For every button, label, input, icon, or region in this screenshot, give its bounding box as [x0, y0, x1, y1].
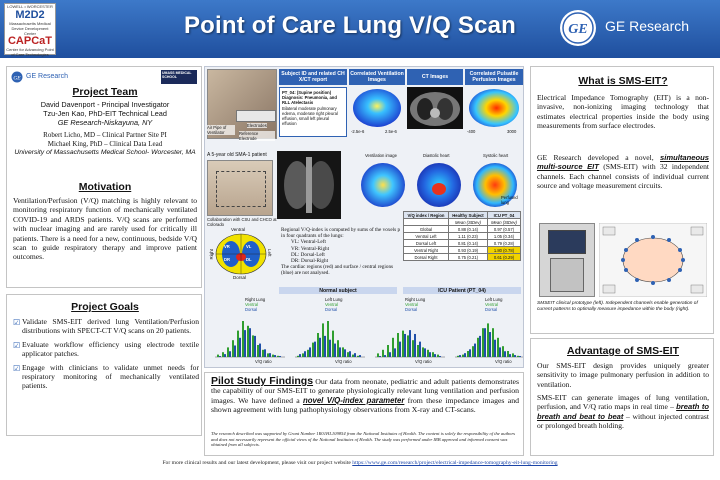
team-member-4: Michael King, PhD – Clinical Data Lead	[47, 139, 163, 148]
hist-bar-ventral	[422, 347, 424, 357]
hist-bar-dorsal	[494, 340, 496, 357]
vq-item-3: DL: Dorsal-Left	[291, 251, 325, 258]
motivation-text: Ventilation/Perfusion (V/Q) matching is highly relevant to monitoring respiratory function of mechanically ventilated COVID-19 and ARDS patients. V/Q scans are performed with nuclear imaging and are rarely used for critically ill patients. There is a need for a new, continuous, bedside V/Q scan to guide respiratory therapy and improve patient outcomes.	[13, 196, 197, 262]
table-cell: 1.11 (0.23)	[448, 233, 487, 240]
hist-bar-ventral	[262, 350, 264, 357]
table-cell: 0.79 (0.28)	[487, 240, 520, 247]
table-cell-highlight: 1.80 (0.78)	[487, 247, 520, 254]
advantage-panel	[530, 338, 714, 456]
hist-bar-dorsal	[424, 348, 426, 357]
systolic-label: Systolic heart	[483, 153, 509, 158]
hist-bar-dorsal	[489, 332, 491, 357]
hist-bar-dorsal	[479, 336, 481, 357]
hist-bar-dorsal	[509, 354, 511, 357]
hist-bar-ventral	[512, 353, 514, 357]
device-cabinet	[550, 258, 584, 292]
quad-left-label: Left	[267, 249, 272, 257]
poster-title: Point of Care Lung V/Q Scan	[183, 12, 517, 39]
hist-bar-ventral	[427, 350, 429, 357]
hist-legend-left-2: Left Lung Ventral Dorsal	[485, 297, 503, 312]
quad-ventral-label: Ventral	[231, 227, 246, 232]
hist-bar-ventral	[237, 331, 239, 357]
hist-bar-ventral	[257, 345, 259, 357]
ct-header: CT Images	[407, 69, 463, 85]
hist-bar-ventral	[432, 352, 434, 357]
hist-legend-left-1: Left Lung Ventral Dorsal	[325, 297, 343, 312]
goals-list	[13, 317, 199, 391]
hist-bar-dorsal	[314, 342, 316, 357]
vent-scale-max: 2.5e-6	[385, 129, 397, 134]
footer-text: For more clinical results and our latest development, please visit our project website	[162, 460, 353, 466]
hist-bar-ventral	[322, 323, 324, 357]
table-cell: Dorsal Left	[404, 240, 449, 247]
hist-bar-dorsal	[309, 347, 311, 357]
hist-bar-dorsal	[244, 330, 246, 357]
goal-item-2: ☑ Evaluate workflow efficiency using electrode textile applicator patches.	[13, 339, 199, 359]
quad-right-label: Right	[209, 249, 214, 260]
hist-bar-dorsal	[389, 352, 391, 357]
ventilation-image-label: Ventilation image	[365, 153, 397, 158]
hist-bar-ventral	[392, 338, 394, 357]
patient-label: A 5-year old SMA-1 patient	[207, 152, 267, 158]
xray-image	[277, 151, 341, 219]
hist-bar-ventral	[242, 321, 244, 357]
hist-bar-ventral	[472, 346, 474, 357]
hist-bar-dorsal	[414, 334, 416, 357]
hist-bar-dorsal	[254, 336, 256, 357]
hist-bar-dorsal	[354, 353, 356, 357]
ge-research-header-label: GE Research	[605, 18, 690, 34]
hist-bar-dorsal	[234, 345, 236, 357]
hist-bar-ventral	[302, 353, 304, 357]
hist-bar-dorsal	[474, 344, 476, 357]
perfused-lung-label: Perfused lung	[501, 195, 518, 205]
team-member-3: Robert Licho, MD – Clinical Partner Site PI	[43, 131, 167, 139]
hist-xlabel-2: V/Q ratio	[335, 359, 352, 364]
footer	[0, 460, 720, 466]
ventilation-header: Correlated Ventilation Images	[350, 71, 404, 83]
table-subheader	[404, 219, 449, 226]
hist-bar-dorsal	[219, 356, 221, 357]
hist-bar-dorsal	[384, 355, 386, 357]
what-is-text: Electrical Impedance Tomography (EIT) is a non-invasive, non-ionizing imaging technology that estimates electrical properties inside the body using measurements from surface electrodes.	[537, 93, 709, 131]
hist-bar-dorsal	[344, 349, 346, 357]
reference-electrode-label: Reference Electrode	[239, 131, 275, 141]
hist-bar-ventral	[397, 333, 399, 357]
collab-label: Collaboration with CSU and CHCO at Colorado	[207, 217, 277, 227]
device-screen	[548, 230, 586, 254]
results-figure	[204, 66, 524, 368]
table-cell: Ventral Left	[404, 233, 449, 240]
checkbox-icon: ☑	[13, 318, 21, 327]
vq-intro: Regional V/Q-index is computed by sums of the voxels p in four quadrants of the lungs:	[281, 227, 401, 240]
table-cell: 1.05 (0.34)	[487, 233, 520, 240]
table-cell: Ventral Right	[404, 247, 449, 254]
quadrant-diagram	[215, 233, 267, 275]
project-website-link[interactable]: https://www.ge.com/research/project/electrical-impedance-tomography-eit-lung-monitoring	[352, 460, 558, 466]
hist-bar-dorsal	[349, 351, 351, 357]
hist-bar-ventral	[462, 355, 464, 357]
table-header: ICU PT_04	[487, 212, 520, 219]
hist-bar-ventral	[312, 343, 314, 357]
hist-bar-dorsal	[264, 349, 266, 357]
hist-bar-ventral	[437, 355, 439, 357]
checkbox-icon: ☑	[13, 340, 21, 350]
table-subheader-row	[404, 219, 521, 226]
hist-bar-dorsal	[224, 354, 226, 357]
patient-report-box	[279, 87, 347, 137]
sma-patient-photo	[207, 160, 273, 216]
table-row	[404, 233, 521, 240]
goal-item-1: ☑ Validate SMS-EIT derived lung Ventilation/Perfusion distributions with SPECT-CT V/Q scans on 20 patients.	[13, 317, 199, 336]
hist-bar-ventral	[332, 331, 334, 357]
electrode-belt	[236, 110, 276, 122]
hist-bar-ventral	[357, 356, 359, 357]
hist-bar-dorsal	[279, 356, 281, 357]
hist-bar-dorsal	[514, 355, 516, 357]
hist-bar-dorsal	[324, 336, 326, 357]
table-subheader: Mean (StDev)	[448, 219, 487, 226]
hist-bar-dorsal	[259, 344, 261, 357]
perf-scale-min: -400	[467, 129, 476, 134]
hist-bar-dorsal	[469, 349, 471, 357]
vq-item-2: VR: Ventral-Right	[291, 245, 330, 252]
team-affiliation-umass: University of Massachusetts Medical School- Worcester, MA	[14, 148, 196, 156]
hist-bar-dorsal	[409, 330, 411, 357]
hist-bar-ventral	[352, 355, 354, 357]
table-row	[404, 226, 521, 233]
hist-bar-dorsal	[319, 338, 321, 357]
left-top-panel	[6, 66, 202, 288]
hist-bar-ventral	[382, 350, 384, 357]
pilot-study-panel	[204, 372, 524, 456]
project-goals-title: Project Goals	[71, 301, 139, 313]
logo-line2: Massachusetts Medical Device Development Center	[9, 21, 51, 36]
hist-bar-ventral	[487, 323, 489, 357]
hist-bar-ventral	[482, 328, 484, 357]
hist-bar-dorsal	[419, 342, 421, 357]
hist-bar-ventral	[477, 338, 479, 357]
hist-bar-dorsal	[359, 355, 361, 357]
table-header: Healthy Subject	[448, 212, 487, 219]
table-cell: 0.81 (0.14)	[448, 240, 487, 247]
hist-bar-ventral	[307, 350, 309, 357]
hist-bar-ventral	[327, 321, 329, 357]
advantage-title: Advantage of SMS-EIT	[566, 345, 679, 357]
hist-bar-dorsal	[239, 338, 241, 357]
svg-text:GE: GE	[13, 75, 21, 82]
ge-small-logo-icon	[11, 71, 23, 83]
logo-capcat: CAPCaT	[7, 35, 52, 47]
hist-bar-dorsal	[464, 353, 466, 357]
report-line2: Diagnosis: Pneumonia, and RLL Atelectasis	[282, 95, 337, 105]
hist-bar-ventral	[277, 356, 279, 357]
ge-logo-icon	[558, 8, 598, 48]
hist-bar-dorsal	[399, 342, 401, 357]
hist-bar-ventral	[317, 333, 319, 357]
hist-bar-ventral	[227, 347, 229, 357]
subject-id-header: Subject ID and related CH X/CT report	[279, 69, 347, 85]
hist-bar-ventral	[217, 355, 219, 357]
advantage-text: Our SMS-EIT design provides uniquely greater sensitivity to image pulmonary perfusion in addition to ventilation.	[537, 361, 709, 389]
hist-bar-dorsal	[499, 347, 501, 357]
hist-normal-title: Normal subject	[279, 287, 397, 294]
hist-bar-ventral	[247, 326, 249, 357]
svg-text:GE: GE	[568, 22, 588, 37]
team-member-2: Tzu-Jen Kao, PhD-EIT Technical Lead	[43, 109, 167, 119]
electrodes-label: Electrodes	[247, 123, 267, 128]
logo-m2d2: M2D2	[15, 9, 45, 21]
hist-xlabel-3: V/Q ratio	[415, 359, 432, 364]
vq-index-table	[403, 211, 521, 261]
hist-bar-ventral	[407, 335, 409, 357]
hist-bar-ventral	[337, 340, 339, 357]
perfusion-image	[465, 87, 523, 129]
hist-bar-ventral	[507, 351, 509, 357]
what-is-title: What is SMS-EIT?	[578, 75, 668, 87]
table-row	[404, 240, 521, 247]
what-is-text-2: GE Research developed a novel, simultaneous multi-source EIT (SMS-EIT) with 32 independent channels. Each channel consists of individual current source and voltage measurement circuits.	[537, 153, 709, 191]
table-row	[404, 254, 521, 261]
hist-bar-dorsal	[484, 328, 486, 357]
hist-bar-ventral	[412, 340, 414, 357]
quad-vl: VL	[246, 244, 252, 249]
hist-bar-dorsal	[519, 356, 521, 357]
sma-ventilation-image	[357, 161, 409, 209]
hist-bar-dorsal	[394, 348, 396, 357]
pilot-study-title: Pilot Study Findings	[211, 375, 314, 387]
hist-bar-ventral	[232, 340, 234, 357]
hist-bar-dorsal	[249, 328, 251, 357]
ventilation-image	[349, 87, 405, 129]
hist-xlabel-1: V/Q ratio	[255, 359, 272, 364]
vq-outro: The cardiac regions (red) and surface / central regions (blue) are not analysed.	[281, 264, 394, 277]
airpipe-label: Air Pipe of Ventilator	[207, 125, 235, 135]
pilot-study-paragraph	[211, 377, 519, 415]
checkbox-icon: ☑	[13, 363, 21, 373]
what-is-sms-eit-panel	[530, 66, 714, 334]
team-affiliation-ge: GE Research-Niskayuna, NY	[57, 118, 153, 128]
sms-eit-device-photo	[539, 223, 595, 297]
channel-diagram	[599, 223, 707, 297]
table-header-row	[404, 212, 521, 219]
hist-bar-ventral	[377, 353, 379, 357]
project-team-title: Project Team	[72, 86, 138, 98]
ge-research-label: GE Research	[26, 73, 69, 80]
hist-bar-dorsal	[504, 351, 506, 357]
report-line3: Bilateral moderate pulmonary edema, moderate right pleural effusion, small left pleural effusion	[282, 106, 338, 126]
hist-bar-dorsal	[339, 347, 341, 357]
hist-legend-right-2: Right Lung Ventral Dorsal	[405, 297, 426, 312]
hist-bar-dorsal	[404, 334, 406, 357]
report-line1: PT_04: (Supine position)	[282, 90, 332, 95]
hist-bar-ventral	[387, 345, 389, 357]
sms-eit-em: simultaneous multi-source EIT	[537, 153, 709, 172]
team-ge-block	[11, 100, 199, 128]
disclaimer-text: The research described was supported by Grant Number 1R01HL109854 from the National Institutes of Health. The content is solely the responsibility of the authors and does not necessarily represent the official views of the National Institutes of Health. The study was performed under IRB approval and informed consent was obtained from all subjects.	[211, 431, 516, 448]
device-caption: SMSEIT clinical prototype (left). Independent channels enable generation of current patterns to optimally measure impedance within the body (right).	[537, 301, 698, 312]
logo-line3: Center for Advancing Point of Care Technologies	[6, 47, 54, 57]
goal-item-3: ☑ Engage with clinicians to validate unmet needs for respiratory monitoring of mechanically ventilated patients.	[13, 362, 199, 391]
hist-icu-title: ICU Patient (PT_04)	[403, 287, 521, 294]
hist-bar-dorsal	[329, 340, 331, 357]
pilot-text-1: Our data from neonate, pediatric and adult patients demonstrates the capability of our SMS-EIT to generate physiologically relevant lung ventilation and perfusion images. We have defined a	[211, 377, 520, 405]
hist-bar-dorsal	[459, 355, 461, 357]
hist-bar-dorsal	[334, 344, 336, 357]
table-subheader: Mean (StDev)	[487, 219, 520, 226]
electrode-array	[216, 171, 266, 207]
table-cell: 0.75 (0.21)	[448, 254, 487, 261]
hist-bar-ventral	[497, 338, 499, 357]
hist-bar-ventral	[467, 351, 469, 357]
hist-bar-ventral	[297, 356, 299, 357]
table-row	[404, 247, 521, 254]
pilot-text-2: from these impedance images and shown agreement with lung pathophysiology observations from X-ray and CT-scans.	[211, 395, 519, 415]
hist-bar-ventral	[347, 352, 349, 357]
logo-line1: LOWELL • WORCESTER	[7, 4, 53, 9]
hist-bar-dorsal	[429, 352, 431, 357]
hist-bar-dorsal	[439, 356, 441, 357]
hist-bar-ventral	[267, 353, 269, 357]
quad-dr: DR	[224, 257, 231, 262]
quad-vr: VR	[224, 244, 230, 249]
hist-legend-right-1: Right Lung Ventral Dorsal	[245, 297, 266, 312]
pilot-text-em: novel V/Q-index parameter	[302, 395, 405, 405]
hist-bar-dorsal	[274, 355, 276, 357]
advantage-text-2: SMS-EIT can generate images of lung ventilation, perfusion, and V/Q ratio maps in real time – breath to breath and beat to beat – without injected contrast or prolonged breath holding.	[537, 393, 709, 431]
hist-bar-ventral	[252, 335, 254, 357]
hist-xlabel-4: V/Q ratio	[495, 359, 512, 364]
hist-bar-ventral	[222, 352, 224, 357]
hist-bar-dorsal	[269, 353, 271, 357]
vq-explanation	[281, 227, 401, 277]
hist-bar-dorsal	[229, 351, 231, 357]
diastolic-heart-image	[413, 161, 465, 209]
hist-bar-ventral	[492, 328, 494, 357]
umass-logo: UMASS MEDICAL SCHOOL	[161, 70, 197, 84]
hist-bar-ventral	[517, 356, 519, 357]
hist-bar-dorsal	[434, 354, 436, 357]
hist-bar-dorsal	[299, 354, 301, 357]
quad-dorsal-label: Dorsal	[233, 275, 247, 280]
hist-bar-ventral	[502, 346, 504, 357]
project-goals-panel	[6, 294, 202, 436]
hist-bar-ventral	[342, 347, 344, 357]
diastolic-label: Diastolic heart	[423, 153, 450, 158]
ct-image	[407, 87, 463, 129]
table-header: V/Q index / Region	[404, 212, 449, 219]
vq-item-1: VL: Ventral-Left	[291, 239, 326, 246]
table-cell: Dorsal Right	[404, 254, 449, 261]
perf-scale-max: 3000	[507, 129, 517, 134]
motivation-title: Motivation	[78, 181, 132, 193]
hist-bar-ventral	[457, 356, 459, 357]
vq-item-4: DR: Dorsal-Right	[291, 258, 329, 265]
m2d2-capcat-logo	[4, 3, 56, 55]
breath-to-breath-em: breath to breath and beat to beat	[537, 402, 709, 421]
hist-bar-ventral	[417, 345, 419, 357]
hist-bar-ventral	[272, 355, 274, 357]
team-member-1: David Davenport - Principal Investigator	[40, 100, 170, 109]
table-cell-highlight: 0.61 (0.29)	[487, 254, 520, 261]
table-cell: Global	[404, 226, 449, 233]
hist-bar-dorsal	[304, 351, 306, 357]
perfusion-header: Correlated Pulsatile Perfusion Images	[465, 69, 523, 85]
table-cell: 0.97 (0.57)	[487, 226, 520, 233]
table-cell: 0.93 (0.19)	[448, 247, 487, 254]
quad-dl: DL	[246, 257, 252, 262]
table-cell: 0.88 (0.14)	[448, 226, 487, 233]
team-umass-block	[11, 131, 199, 157]
vent-scale-min: -2.5e-6	[351, 129, 365, 134]
hist-bar-dorsal	[379, 356, 381, 357]
hist-bar-ventral	[402, 331, 404, 357]
